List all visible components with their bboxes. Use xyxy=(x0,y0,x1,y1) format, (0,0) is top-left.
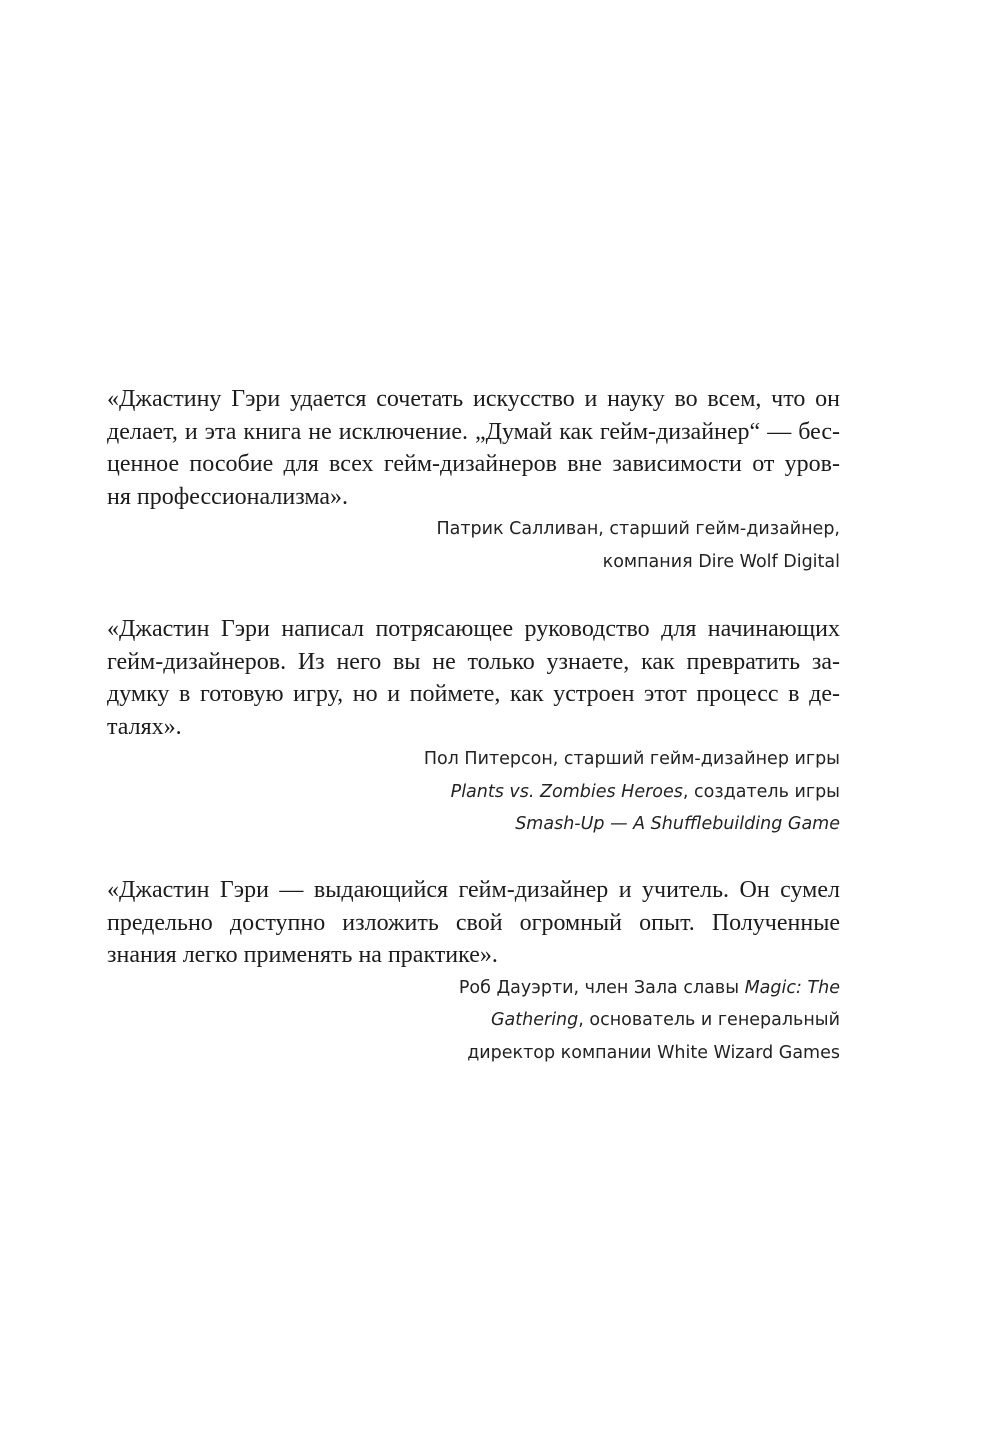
testimonial-1-text xyxy=(107,383,840,513)
quote-line: талях». xyxy=(107,713,182,740)
game-title: Smash-Up — A Shufflebuilding Game xyxy=(515,814,840,834)
quote-line: «Джастин Гэри — выдающийся гейм-дизайнер и учитель. Он сумел xyxy=(107,877,840,903)
game-title: Magic: The xyxy=(744,977,840,998)
testimonial-2 xyxy=(107,613,840,841)
testimonial-2-text xyxy=(107,613,840,743)
quote-line: ценное пособие для всех гейм-дизайнеров вне зависимости от уров- xyxy=(107,451,840,477)
attribution-text: , основатель и генеральный xyxy=(578,1010,840,1030)
game-title: Plants vs. Zombies Heroes xyxy=(450,781,683,802)
quote-line: предельно доступно изложить свой огромный опыт. Полученные xyxy=(107,909,840,936)
testimonial-2-attribution xyxy=(107,743,840,841)
attribution-line xyxy=(107,972,840,1005)
testimonial-3-text xyxy=(107,874,840,972)
quote-line: «Джастину Гэри удается сочетать искусство и науку во всем, что он xyxy=(107,386,840,412)
attribution-line: Пол Питерсон, старший гейм-дизайнер игры xyxy=(423,749,840,769)
quote-line: делает, и эта книга не исключение. „Думай как гейм-дизайнер“ — бес- xyxy=(107,418,840,445)
testimonial-1 xyxy=(107,383,840,578)
attribution-text: Роб Дауэрти, член Зала славы xyxy=(458,977,745,998)
testimonial-3-attribution xyxy=(107,972,840,1070)
quote-line: думку в готовую игру, но и поймете, как устроен этот процесс в де- xyxy=(107,681,840,707)
attribution-line xyxy=(107,776,840,809)
quote-line: гейм-дизайнеров. Из него вы не только узнаете, как превратить за- xyxy=(107,648,840,675)
attribution-line: компания Dire Wolf Digital xyxy=(602,551,840,572)
quote-line: знания легко применять на практике». xyxy=(107,942,498,968)
attribution-line: Патрик Салливан, старший гейм-дизайнер, xyxy=(436,519,840,539)
quote-line: «Джастин Гэри написал потрясающее руководство для начинающих xyxy=(107,616,840,642)
attribution-line xyxy=(107,1004,840,1037)
game-title: Gathering xyxy=(491,1010,579,1030)
testimonial-3 xyxy=(107,874,840,1069)
attribution-text: , создатель игры xyxy=(682,781,840,802)
testimonial-1-attribution xyxy=(107,513,840,578)
quote-line: ня профессионализма». xyxy=(107,483,349,510)
attribution-line: директор компании White Wizard Games xyxy=(467,1042,840,1063)
